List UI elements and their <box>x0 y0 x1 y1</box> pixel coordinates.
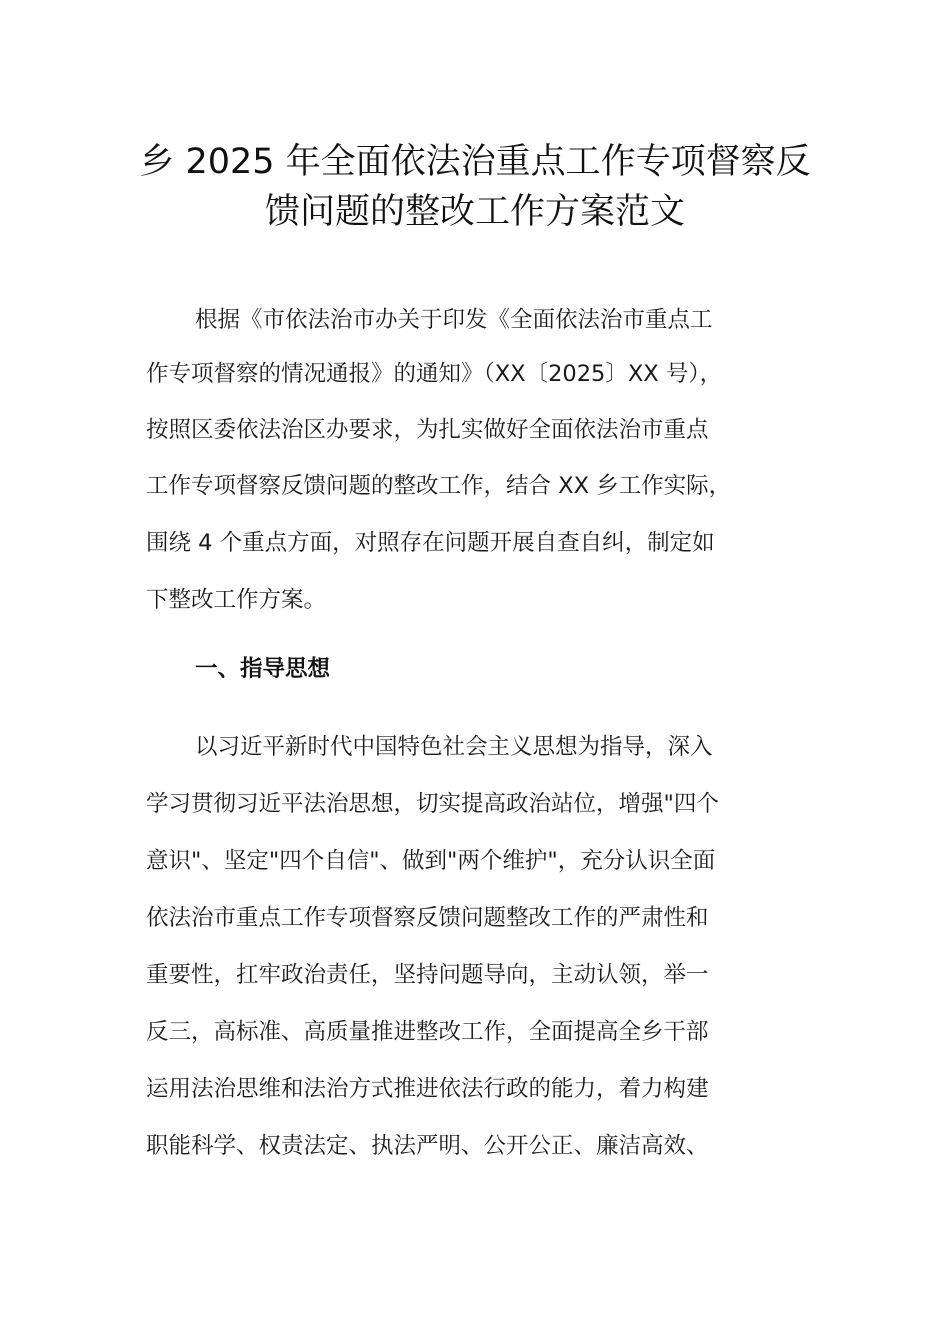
document-title-line-1: 乡 2025 年全面依法治重点工作专项督察反 <box>139 142 811 182</box>
text-line: 反三，高标准、高质量推进整改工作，全面提高全乡干部 <box>146 1019 709 1045</box>
text-line: 下整改工作方案。 <box>146 587 327 613</box>
text-line: 作专项督察的情况通报》的通知》（XX〔2025〕XX 号）， <box>146 361 723 387</box>
text-line: 根据《市依法治市办关于印发《全面依法治市重点工 <box>195 307 713 333</box>
section-heading-guiding-ideology: 一、指导思想 <box>195 656 331 682</box>
text-line: 以习近平新时代中国特色社会主义思想为指导，深入 <box>195 734 713 760</box>
text-line: 工作专项督察反馈问题的整改工作，结合 XX 乡工作实际， <box>146 473 732 499</box>
text-line: 依法治市重点工作专项督察反馈问题整改工作的严肃性和 <box>146 905 709 931</box>
text-line: 按照区委依法治区办要求，为扎实做好全面依法治市重点 <box>146 417 709 443</box>
text-line: 运用法治思维和法治方式推进依法行政的能力，着力构建 <box>146 1076 709 1102</box>
text-line: 职能科学、权责法定、执法严明、公开公正、廉洁高效、 <box>146 1133 709 1159</box>
text-line: 重要性，扛牢政治责任，坚持问题导向，主动认领，举一 <box>146 962 709 988</box>
text-line: 意识"、坚定"四个自信"、做到"两个维护"，充分认识全面 <box>146 848 716 874</box>
text-line: 围绕 4 个重点方面，对照存在问题开展自查自纠，制定如 <box>146 530 715 556</box>
text-line: 学习贯彻习近平法治思想，切实提高政治站位，增强"四个 <box>146 791 719 817</box>
document-title-line-2: 馈问题的整改工作方案范文 <box>264 192 685 232</box>
